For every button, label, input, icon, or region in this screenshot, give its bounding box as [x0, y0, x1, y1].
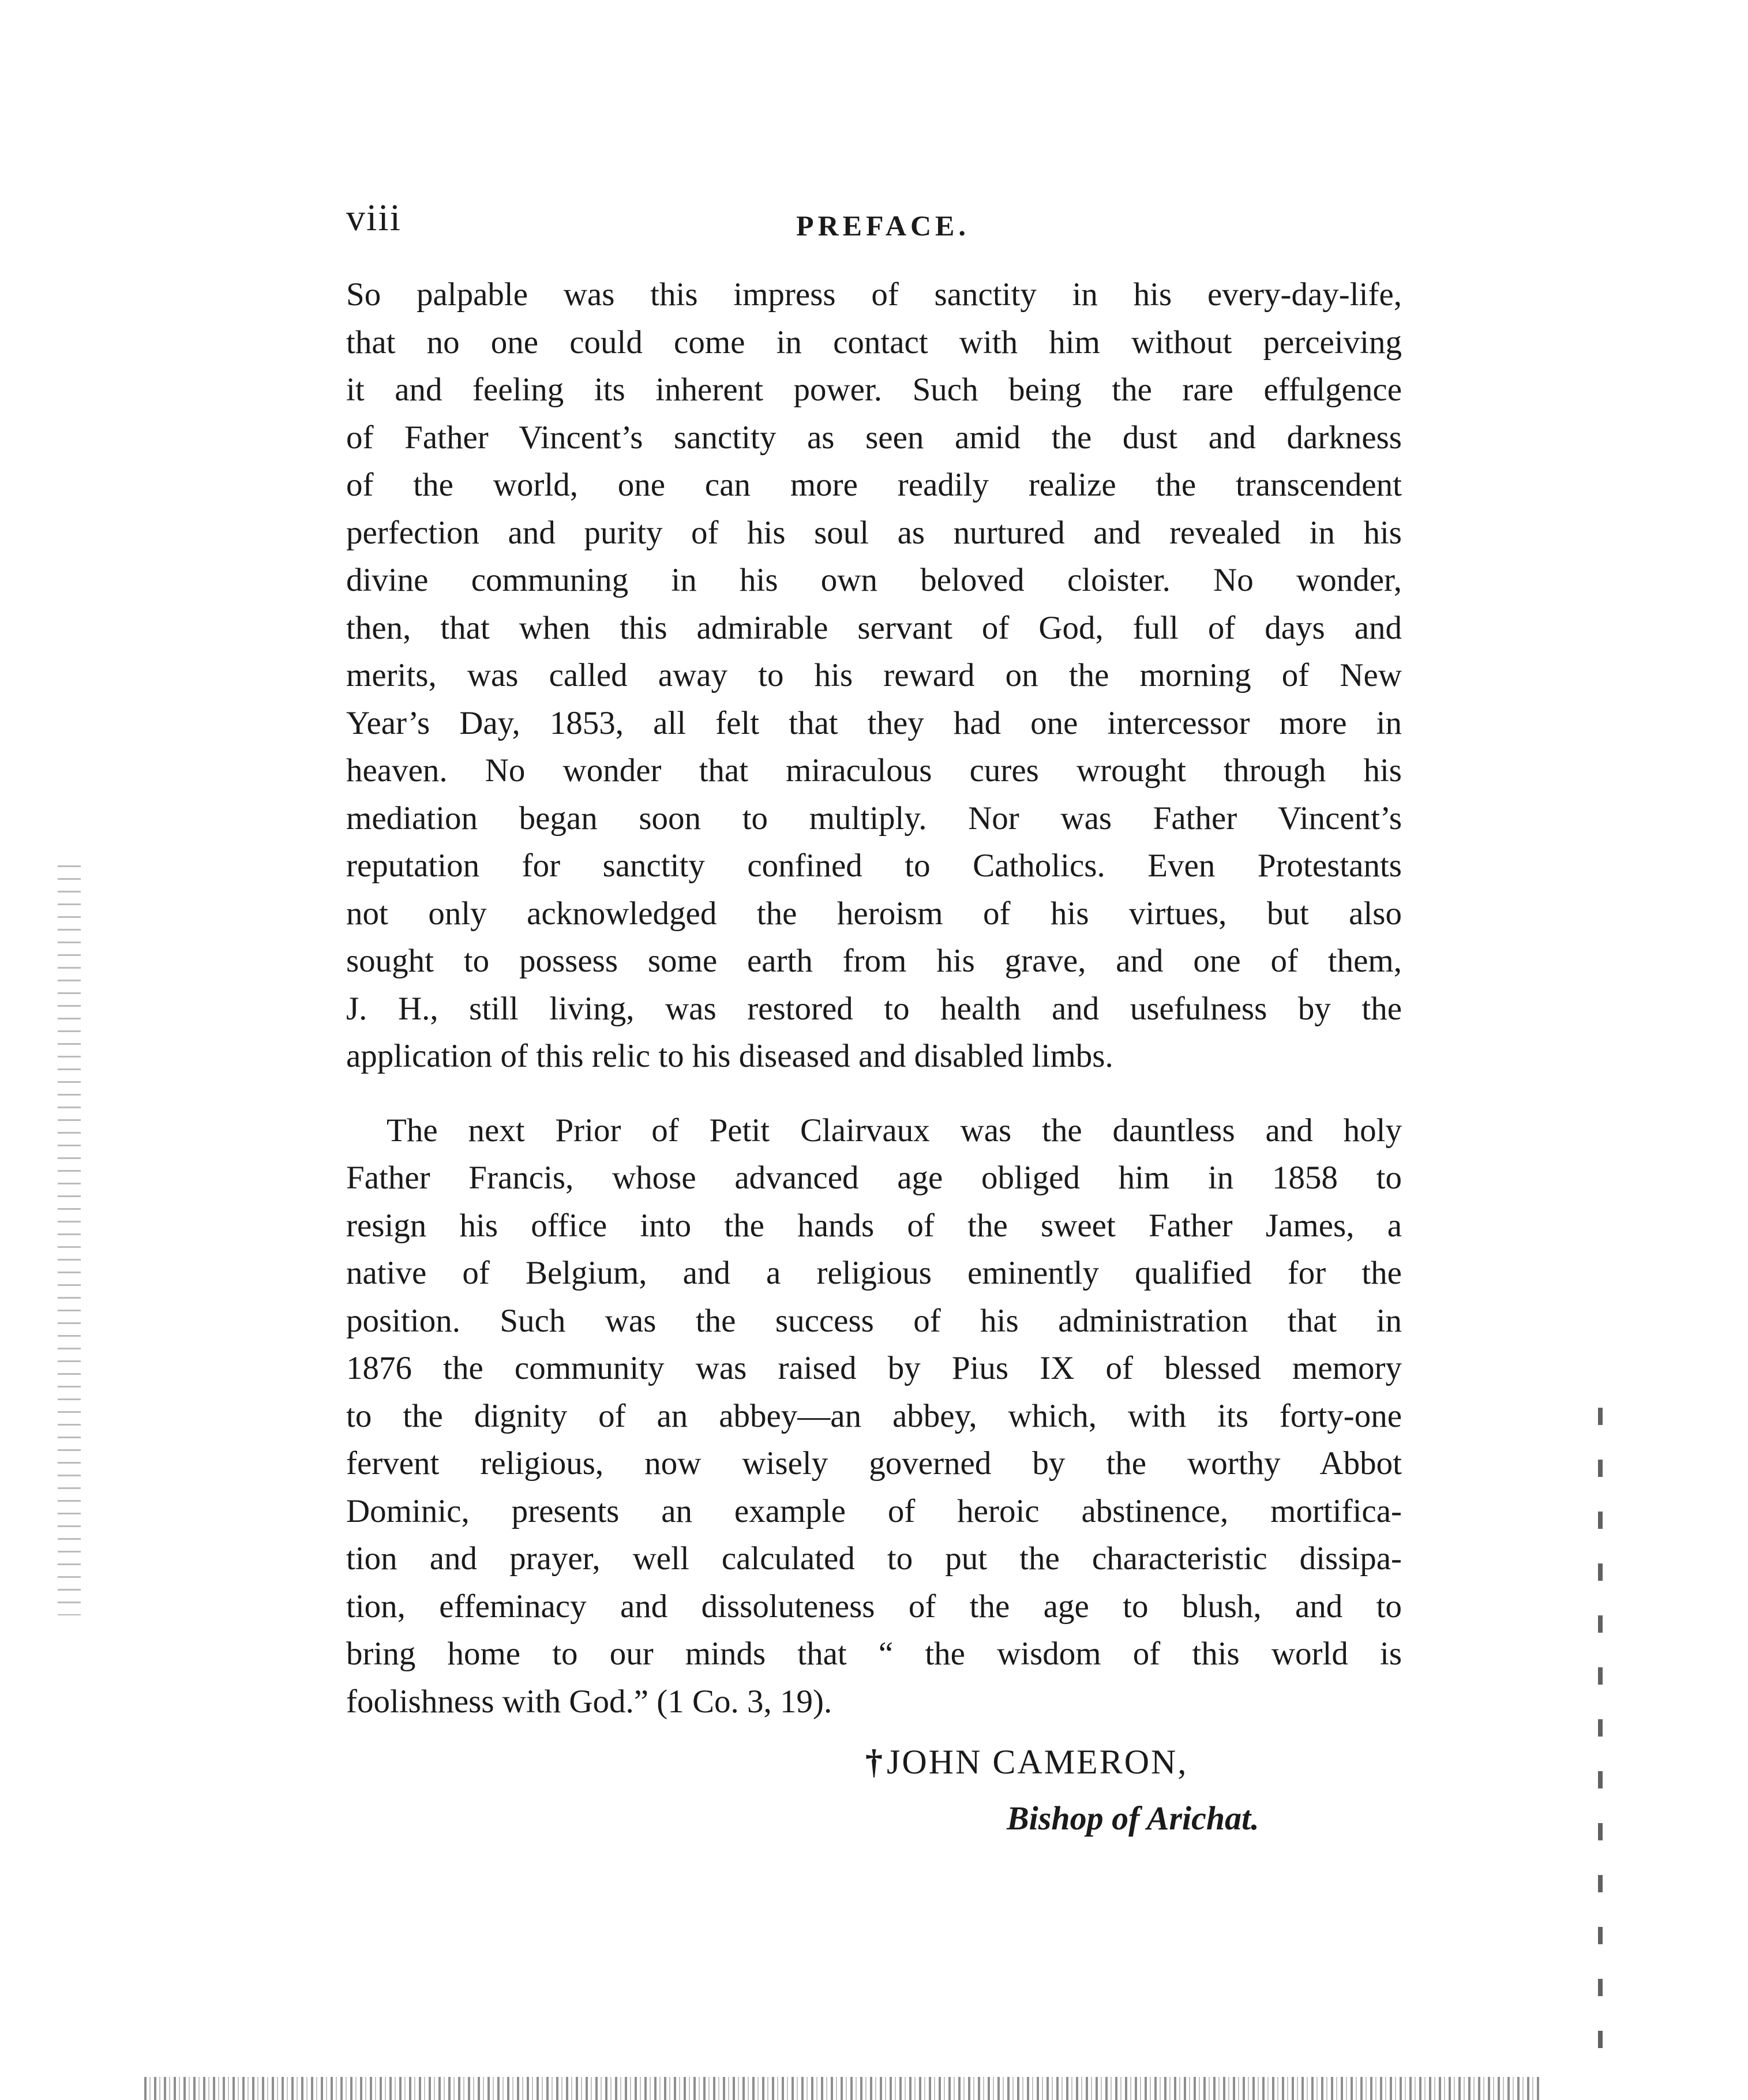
signature-name: JOHN CAMERON,: [887, 1743, 1188, 1781]
text-line: of the world, one can more readily realize the transcendent: [346, 467, 1402, 503]
text-line: not only acknowledged the heroism of his virtues, but also: [346, 895, 1402, 932]
text-line: J. H., still living, was restored to health and usefulness by the: [346, 990, 1402, 1027]
text-line: tion, effeminacy and dissoluteness of the age to blush, and to: [346, 1588, 1402, 1625]
scan-edge-mark-right: [1598, 1408, 1603, 2054]
text-line: 1876 the community was raised by Pius IX of blessed memory: [346, 1350, 1402, 1386]
scan-edge-speckle-left: [58, 865, 81, 1615]
running-head: PREFACE.: [796, 209, 970, 242]
text-line: perfection and purity of his soul as nurtured and revealed in his: [346, 514, 1402, 551]
text-line: native of Belgium, and a religious eminently qualified for the: [346, 1255, 1402, 1291]
text-line: The next Prior of Petit Clairvaux was the dauntless and holy: [387, 1112, 1402, 1149]
text-line: position. Such was the success of his administration that in: [346, 1302, 1402, 1339]
text-line: resign his office into the hands of the sweet Father James, a: [346, 1207, 1402, 1244]
text-line: heaven. No wonder that miraculous cures wrought through his: [346, 752, 1402, 789]
text-line: then, that when this admirable servant of God, full of days and: [346, 609, 1402, 646]
text-line: Year’s Day, 1853, all felt that they had one intercessor more in: [346, 704, 1402, 741]
text-line: bring home to our minds that “ the wisdom of this world is: [346, 1636, 1402, 1672]
text-line: merits, was called away to his reward on the morning of New: [346, 657, 1402, 693]
text-line: foolishness with God.” (1 Co. 3, 19).: [346, 1683, 832, 1720]
page-number: viii: [346, 197, 402, 239]
signature-title: Bishop of Arichat.: [1007, 1799, 1259, 1837]
signature: [865, 1742, 1188, 1782]
scan-edge-noise-bottom: [144, 2077, 1540, 2100]
text-line: So palpable was this impress of sanctity in his every-day-life,: [346, 276, 1402, 313]
text-line: sought to possess some earth from his grave, and one of them,: [346, 943, 1402, 979]
text-line: tion and prayer, well calculated to put the characteristic dissipa-: [346, 1540, 1402, 1577]
text-line: Dominic, presents an example of heroic abstinence, mortifica-: [346, 1492, 1402, 1529]
text-line: it and feeling its inherent power. Such being the rare effulgence: [346, 372, 1402, 408]
text-line: reputation for sanctity confined to Catholics. Even Protestants: [346, 847, 1402, 884]
text-line: that no one could come in contact with him without perceiving: [346, 324, 1402, 361]
text-line: fervent religious, now wisely governed by the worthy Abbot: [346, 1445, 1402, 1482]
text-line: to the dignity of an abbey—an abbey, which, with its forty-one: [346, 1397, 1402, 1434]
cross-icon: †: [865, 1743, 884, 1781]
text-line: Father Francis, whose advanced age obliged him in 1858 to: [346, 1160, 1402, 1196]
text-line: mediation began soon to multiply. Nor was Father Vincent’s: [346, 800, 1402, 837]
body-text: [346, 271, 1402, 1726]
paragraph-1: [346, 271, 1402, 1081]
text-line: application of this relic to his diseased and disabled limbs.: [346, 1038, 1113, 1074]
text-line: of Father Vincent’s sanctity as seen amid the dust and darkness: [346, 419, 1402, 456]
text-line: divine communing in his own beloved cloister. No wonder,: [346, 562, 1402, 598]
paragraph-2: [346, 1107, 1402, 1726]
